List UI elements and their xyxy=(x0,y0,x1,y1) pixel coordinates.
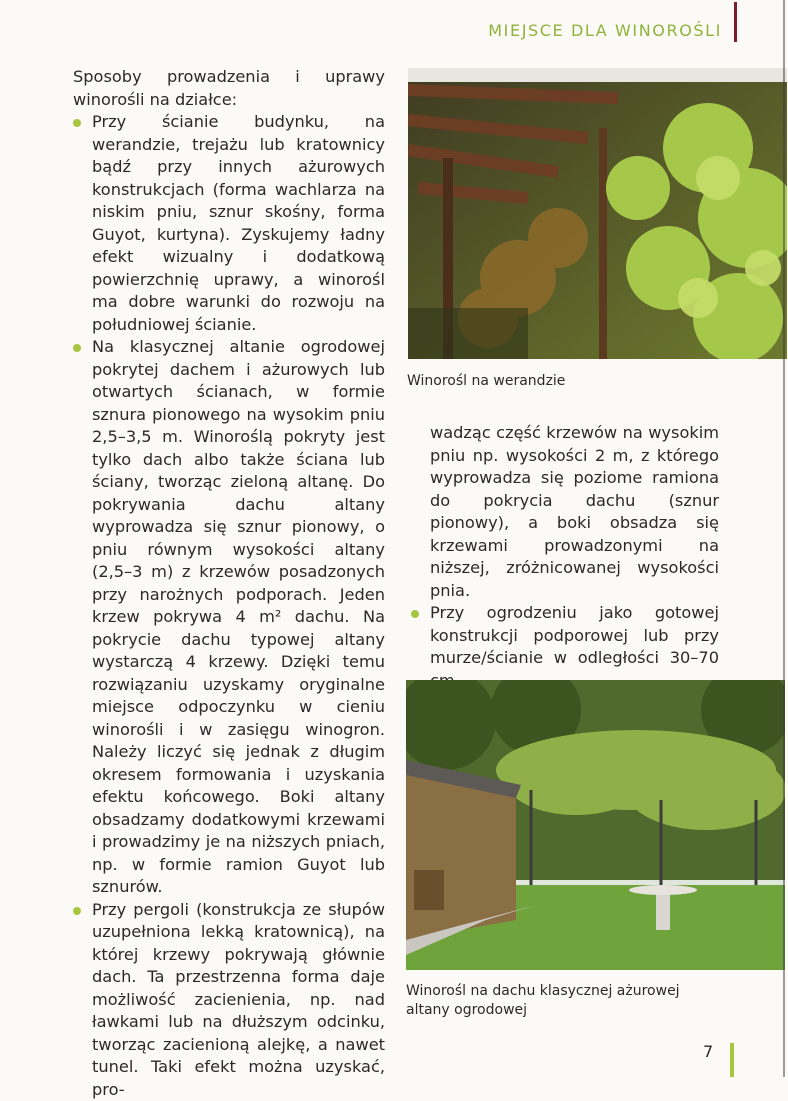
list-item xyxy=(73,111,385,336)
header-accent-bar xyxy=(734,2,737,42)
list-item xyxy=(411,602,719,692)
arbor-illustration xyxy=(406,680,785,970)
continuation-paragraph: wadząc część krzewów na wysokim pniu np. wysokości 2 m, z którego wyprowadza się poziome ramiona do pokrycia dachu (sznur pionowy), a boki obsadza się krzewami prowadzonymi na niższej, zróżnicowanej wysokości pnia. xyxy=(411,422,719,602)
page-accent-bar xyxy=(730,1043,734,1077)
bullet-text: Przy ścianie budynku, na werandzie, trejażu lub kratownicy bądź przy innych ażurowych konstrukcjach (forma wachlarza na niskim pniu, sznur skośny, forma Guyot, kurtyna). Zyskujemy ładny efekt wizualny i dodatkową powierzchnię uprawy, a winorośl ma dobre warunki do rozwoju na południowej ścianie. xyxy=(92,112,385,334)
left-text-column xyxy=(73,66,385,1101)
bullet-text: Przy ogrodzeniu jako gotowej konstrukcji podporowej lub przy murze/ścianie w odległości 30–70 xyxy=(430,603,719,690)
photo-caption: Winorośl na werandzie xyxy=(407,372,565,391)
bullet-list xyxy=(411,602,719,692)
bullet-icon xyxy=(73,119,81,127)
list-item xyxy=(73,336,385,899)
intro-paragraph: Sposoby prowadzenia i uprawy winorośli na działce: xyxy=(73,66,385,111)
list-item xyxy=(73,899,385,1101)
bullet-text: Na klasycznej altanie ogrodowej pokrytej dachem i ażurowych lub otwartych ścianach, w formie sznura pionowego na wysokim pniu 2,5–3,5 m. Winoroślą pokryty jest tylko dach albo także ściana lub ściany, tworząc zieloną altanę. Do pokrywania dachu altany wyprowadza się sznur pionowy, o pniu równym wysokości altany (2,5–3 m) z krzewów posadzonych przy narożnych podporach. Jeden krzew pokrywa 4 m² dachu. Na pokrycie dachu typowej altany wystarczą 4 krzewy. Dzięki temu rozwiązaniu uzyskamy oryginalne miejsce odpoczynku w cieniu winorośli i w zasięgu winogron. Należy liczyć się jednak z długim okresem formowania i uzyskania efektu końcowego. Boki altany obsadzamy dodatkowymi krzewami i prowadzimy je na niższych pniach, np. w formie ramion Guyot lub sznurów. xyxy=(92,337,385,896)
bullet-text: Przy pergoli (konstrukcja ze słupów uzupełniona lekką kratownicą), na której krzewy pokrywają głównie dach. Ta przestrzenna forma daje możliwość zacienienia, np. nad ławkami lub na dłuższym odcinku, tworząc zacienioną alejkę, a nawet tunel. Taki efekt można uzyskać, pro- xyxy=(92,900,385,1099)
page-number: 7 xyxy=(703,1042,713,1061)
bullet-icon xyxy=(411,610,419,618)
veranda-vine-photo xyxy=(408,68,787,359)
bullet-icon xyxy=(73,907,81,915)
arbor-vine-photo xyxy=(406,680,785,970)
bullet-icon xyxy=(73,344,81,352)
veranda-illustration xyxy=(408,68,787,359)
right-text-column xyxy=(411,422,719,692)
bullet-list xyxy=(73,111,385,1101)
photo-caption: Winorośl na dachu klasycznej ażurowej altany ogrodowej xyxy=(406,982,706,1020)
page-edge xyxy=(783,0,785,1077)
section-title: MIEJSCE DLA WINOROŚLI xyxy=(488,21,722,40)
